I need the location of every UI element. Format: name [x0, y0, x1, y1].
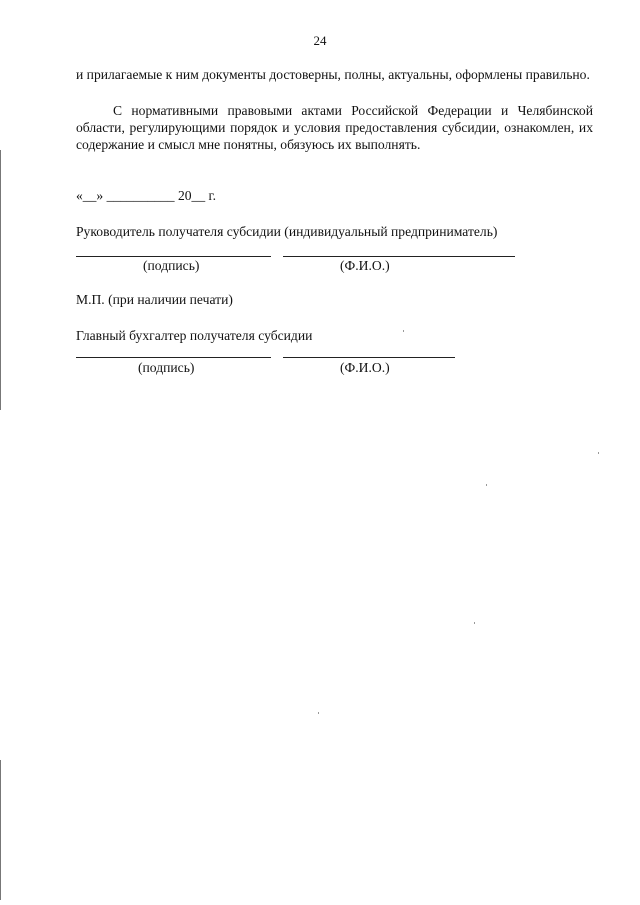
head-signature-line [76, 256, 271, 257]
paragraph-regulations: С нормативными правовыми актами Российской Федерации и Челябинской области, регулирующими порядок и условия предоставления субсидии, ознакомлен, их содержание и смысл мне понятны, обязуюсь их выполнять. [76, 103, 593, 152]
accountant-signature-line [76, 357, 271, 358]
paragraph-declaration-end: и прилагаемые к ним документы достоверны, полны, актуальны, оформлены правильно. [76, 67, 590, 82]
scan-speck [486, 484, 487, 486]
accountant-name-caption: (Ф.И.О.) [340, 360, 390, 375]
chief-accountant-label: Главный бухгалтер получателя субсидии [76, 328, 313, 343]
date-line: «__» __________ 20__ г. [76, 188, 216, 203]
accountant-signature-caption: (подпись) [138, 360, 195, 375]
page-number: 24 [313, 33, 327, 48]
stamp-label: М.П. (при наличии печати) [76, 292, 233, 307]
scan-speck [598, 452, 599, 454]
scan-speck [318, 712, 319, 714]
head-signature-caption: (подпись) [143, 258, 200, 273]
head-signatory-label: Руководитель получателя субсидии (индивидуальный предприниматель) [76, 224, 498, 239]
head-name-caption: (Ф.И.О.) [340, 258, 390, 273]
scan-margin-line [0, 150, 1, 410]
scan-speck [474, 622, 475, 624]
head-name-line [283, 256, 515, 257]
accountant-name-line [283, 357, 455, 358]
scan-speck [403, 330, 404, 332]
scan-margin-line [0, 760, 1, 900]
